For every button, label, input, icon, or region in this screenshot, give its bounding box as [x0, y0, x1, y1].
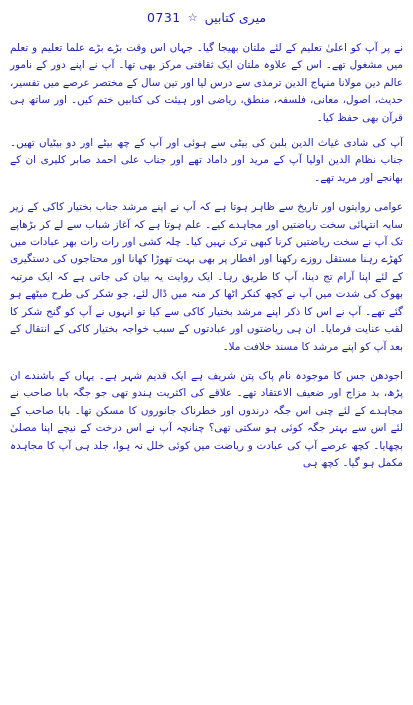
page-header — [10, 6, 403, 28]
paragraph-family: آپ کی شادی غیاث الدین بلبن کی بیٹی سے ہوئی اور آپ کے چھ بیٹے اور دو بیٹیاں تھیں۔ جناب نظام الدین اولیا آپ کے مرید اور داماد تھے اور جناب علی احمد صابر کلیری ان کے بھانجے اور مرید تھے۔ — [10, 137, 403, 184]
page-title: میری کتابیں — [204, 9, 267, 25]
paragraph-ajodhan: اجودھن جس کا موجودہ نام پاک پتن شریف ہے ایک قدیم شہر ہے۔ یہاں کے باشندے ان پڑھ، بد مزاج اور ضعیف الاعتقاد تھے۔ علاقے کی اکثریت ہندو تھی جو جگہ بابا صاحب نے مجاہدے کے لئے چنی اس جگہ درندوں اور خطرناک جانوروں کا مسکن تھا۔ بابا صاحب کے لئے اس سے بہتر جگہ کوئی ہو سکتی تھی؟ چنانچہ آپ نے اس درخت کے نیچے اپنا مصلیٰ بچھایا۔ کچھ عرصے آپ کی عبادت و ریاضت میں کوئی خلل نہ ہوا، جلد ہی آپ کا مجاہدہ مکمل ہو گیا۔ کچھ ہی — [10, 369, 403, 469]
star-icon: ☆ — [187, 10, 198, 24]
document-body — [10, 40, 403, 472]
paragraph-education: نے پر آپ کو اعلیٰ تعلیم کے لئے ملتان بھیجا گیا۔ جہاں اس وقت بڑے بڑے علما تعلیم و تعلم میں مشغول تھے۔ اس کے علاوہ ملتان ایک ثقافتی مرکز بھی تھا۔ آپ نے اپنے دور کے نامور عالم دین مولانا منہاج الدین ترمذی سے درس لیا اور تین سال کے مختصر عرصے میں تفسیر، حدیث، اصول، معانی، فلسفہ، منطق، ریاضی اور ہیئت کی کتابیں ختم کیں۔ اور ساتھ ہی قرآن بھی حفظ کیا۔ — [10, 42, 403, 124]
paragraph-ascetic-practices: عوامی روایتوں اور تاریخ سے ظاہر ہوتا ہے کہ آپ نے اپنے مرشد جناب بختیار کاکی کے زیر سایہ انتہائی سخت ریاضتیں اور مجاہدے کیے۔ علم ہوتا ہے کہ آغاز شباب سے لے کر بڑھاپے تک آپ نے سخت ریاضتیں کرنا کبھی ترک نہیں کیا۔ چلہ کشی اور رات رات بھر عبادات میں کھڑے رہنا مستقل روزے رکھنا اور افطار پر بھی بہت تھوڑا کھانا اور محتاجوں کی دستگیری کے لئے اپنا آرام تج دینا، آپ کا طریق رہا۔ ایک روایت یہ بیان کی جاتی ہے کہ ایک مرتبہ بھوک کی شدت میں آپ نے کچھ کنکر اٹھا کر منہ میں ڈال لئے، جو شکر کی طرح میٹھے ہو گئے تھے۔ آپ نے اس کا ذکر اپنے مرشد بختیار کاکی سے کیا تو انہوں نے آپ کو گنج شکر کا لقب عنایت فرمایا۔ ان ہی ریاضتوں اور عبادتوں کے سبب خواجہ بختیار کاکی کے انتقال کے بعد آپ کو اپنے مرشد کا مسند خلافت ملا۔ — [10, 201, 403, 353]
page-number: 0731 — [146, 9, 181, 25]
